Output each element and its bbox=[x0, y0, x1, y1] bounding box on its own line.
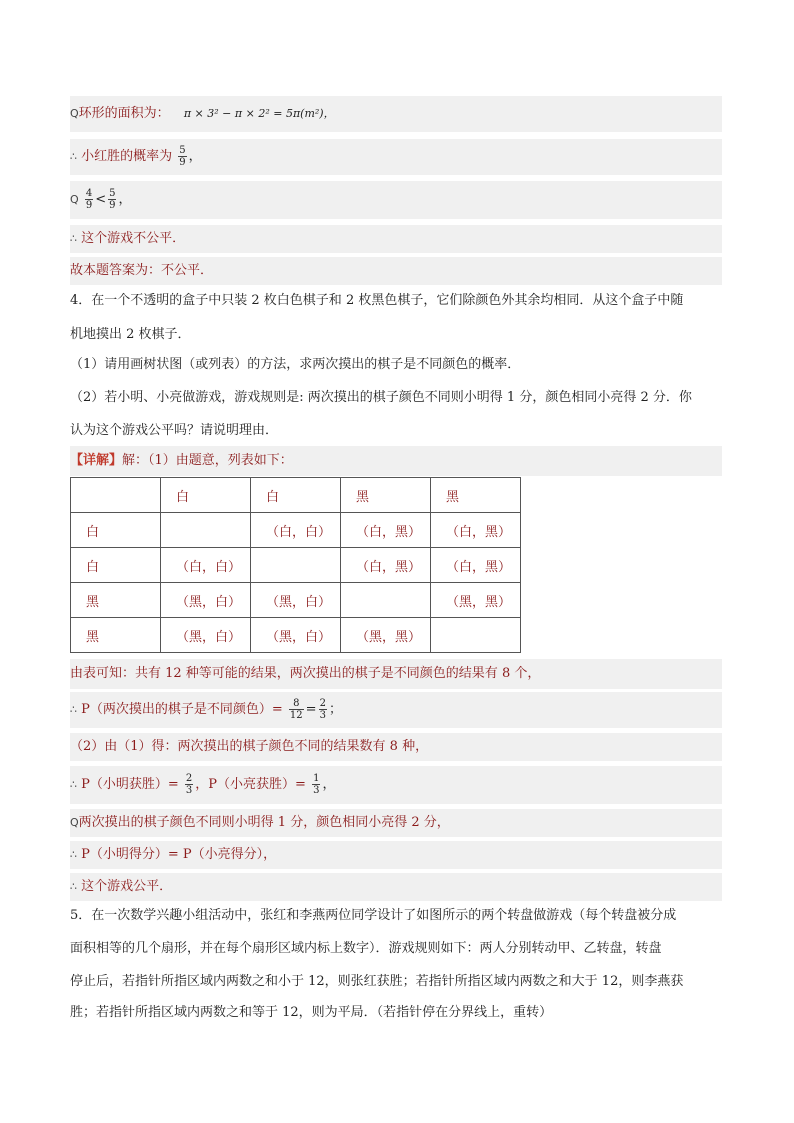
table-cell: （黑，白） bbox=[251, 583, 341, 618]
rule-line bbox=[70, 809, 722, 837]
table-cell bbox=[251, 548, 341, 583]
q4-part1: （1）请用画树状图（或列表）的方法，求两次摸出的棋子是不同颜色的概率． bbox=[70, 357, 521, 372]
table-row bbox=[71, 513, 521, 548]
table-cell: （白，黑） bbox=[341, 548, 431, 583]
table-cell: （白，黑） bbox=[431, 548, 521, 583]
part2-line: （2）由（1）得：两次摸出的棋子颜色不同的结果数有 8 种， bbox=[70, 733, 722, 761]
table-cell: 白 bbox=[71, 548, 161, 583]
fraction-4-9: $\frac{4}{9}$ bbox=[85, 188, 93, 211]
table-cell: 白 bbox=[251, 478, 341, 513]
q4-stem-line2: 机地摸出 2 枚棋子． bbox=[70, 327, 191, 342]
equal-score-line bbox=[70, 841, 722, 869]
table-cell: 黑 bbox=[71, 618, 161, 653]
red-win-prob-label: 小红胜的概率为 bbox=[81, 149, 173, 164]
ring-area-label: 环形的面积为： bbox=[78, 106, 170, 121]
table-cell: 黑 bbox=[431, 478, 521, 513]
table-row bbox=[71, 478, 521, 513]
because-symbol: Q bbox=[70, 107, 79, 120]
fraction-1-3-liang: $\frac{1}{3}$ bbox=[313, 773, 320, 796]
outcome-table bbox=[70, 477, 521, 653]
table-cell: （白，白） bbox=[161, 548, 251, 583]
table-cell: （白，黑） bbox=[431, 513, 521, 548]
table-cell: 黑 bbox=[71, 583, 161, 618]
q4-part2-line1: （2）若小明、小亮做游戏，游戏规则是: 两次摸出的棋子颜色不同则小明得 1 分，颜色相同小亮得 2 分．你 bbox=[70, 390, 692, 405]
table-cell: （黑，白） bbox=[161, 618, 251, 653]
q4-part2-line2: 认为这个游戏公平吗？请说明理由． bbox=[70, 423, 279, 438]
table-cell bbox=[431, 618, 521, 653]
conclusion-line: 由表可知：共有 12 种等可能的结果，两次摸出的棋子是不同颜色的结果有 8 个， bbox=[70, 659, 722, 689]
table-row bbox=[71, 583, 521, 618]
because-symbol: Q bbox=[70, 816, 79, 829]
fraction-2-3: $\frac{2}{3}$ bbox=[319, 698, 326, 721]
table-cell: （白，白） bbox=[251, 513, 341, 548]
p-liang-label: ，P（小亮获胜）= bbox=[195, 777, 306, 792]
ring-area-formula: π × 3² − π × 2² = 5π(m²)， bbox=[183, 107, 335, 120]
table-cell: （白，黑） bbox=[341, 513, 431, 548]
therefore-symbol: ∴ bbox=[70, 703, 77, 716]
detail-intro: 解：（1）由题意，列表如下： bbox=[122, 453, 293, 468]
unfair-text: 这个游戏不公平． bbox=[81, 231, 186, 246]
fraction-5-9: $\frac{5}{9}$ bbox=[179, 145, 186, 168]
fraction-2-3-ming: $\frac{2}{3}$ bbox=[185, 773, 193, 796]
fair-text: 这个游戏公平． bbox=[81, 879, 173, 894]
table-cell: （黑，白） bbox=[161, 583, 251, 618]
because-symbol: Q bbox=[70, 193, 79, 206]
p-ming-label: P（小明获胜）= bbox=[81, 777, 179, 792]
q5-line3: 停止后，若指针所指区域内两数之和小于 12，则张红获胜；若指针所指区域内两数之和大于 12，则李燕获 bbox=[70, 974, 684, 989]
detail-tag: 【详解】 bbox=[70, 453, 123, 468]
equal-score-text: P（小明得分）= P（小亮得分）， bbox=[81, 847, 277, 862]
rule-text: 两次摸出的棋子颜色不同则小明得 1 分，颜色相同小亮得 2 分， bbox=[78, 815, 450, 830]
answer-line: 故本题答案为：不公平． bbox=[70, 257, 722, 285]
fair-line bbox=[70, 873, 722, 901]
table-cell: （黑，黑） bbox=[431, 583, 521, 618]
p-diff-color-line: ∴ P（两次摸出的棋子是不同颜色）= $\frac{8}{12}$ = $\frac{2}{3}$ ； bbox=[70, 692, 722, 728]
therefore-symbol: ∴ bbox=[70, 880, 77, 893]
table-cell bbox=[341, 583, 431, 618]
table-cell: 黑 bbox=[341, 478, 431, 513]
detail-header bbox=[70, 446, 722, 476]
q5-line2: 面积相等的几个扇形，并在每个扇形区域内标上数字）．游戏规则如下：两人分别转动甲、乙转盘，转盘 bbox=[70, 941, 662, 956]
therefore-symbol: ∴ bbox=[70, 778, 77, 791]
table-cell: 白 bbox=[161, 478, 251, 513]
p-diff-color-label: P（两次摸出的棋子是不同颜色）= bbox=[81, 702, 283, 717]
p-win-line: ∴ P（小明获胜）= $\frac{2}{3}$ ，P（小亮获胜）= $\frac{1}{3}$ ， bbox=[70, 766, 722, 804]
therefore-symbol: ∴ bbox=[70, 848, 77, 861]
table-cell: （黑，黑） bbox=[341, 618, 431, 653]
fraction-5-9-b: $\frac{5}{9}$ bbox=[109, 188, 116, 211]
table-row bbox=[71, 618, 521, 653]
table-cell bbox=[161, 513, 251, 548]
compare-line: Q $\frac{4}{9}$ < $\frac{5}{9}$ ， bbox=[70, 181, 722, 219]
table-cell: （黑，白） bbox=[251, 618, 341, 653]
fraction-8-12: $\frac{8}{12}$ bbox=[289, 698, 303, 721]
table-row bbox=[71, 548, 521, 583]
ring-area-line bbox=[70, 96, 722, 132]
therefore-symbol: ∴ bbox=[70, 150, 77, 163]
table-cell bbox=[71, 478, 161, 513]
q5-line4: 胜；若指针所指区域内两数之和等于 12，则为平局．（若指针停在分界线上，重转） bbox=[70, 1005, 553, 1020]
unfair-line bbox=[70, 225, 722, 253]
red-win-prob-line: ∴ 小红胜的概率为 $\frac{5}{9}$ ， bbox=[70, 139, 722, 175]
q5-line1: 5．在一次数学兴趣小组活动中，张红和李燕两位同学设计了如图所示的两个转盘做游戏（每个转盘被分成 bbox=[70, 908, 677, 923]
q4-stem-line1: 4．在一个不透明的盒子中只装 2 枚白色棋子和 2 枚黑色棋子，它们除颜色外其余均相同．从这个盒子中随 bbox=[70, 293, 684, 308]
table-cell: 白 bbox=[71, 513, 161, 548]
therefore-symbol: ∴ bbox=[70, 232, 77, 245]
